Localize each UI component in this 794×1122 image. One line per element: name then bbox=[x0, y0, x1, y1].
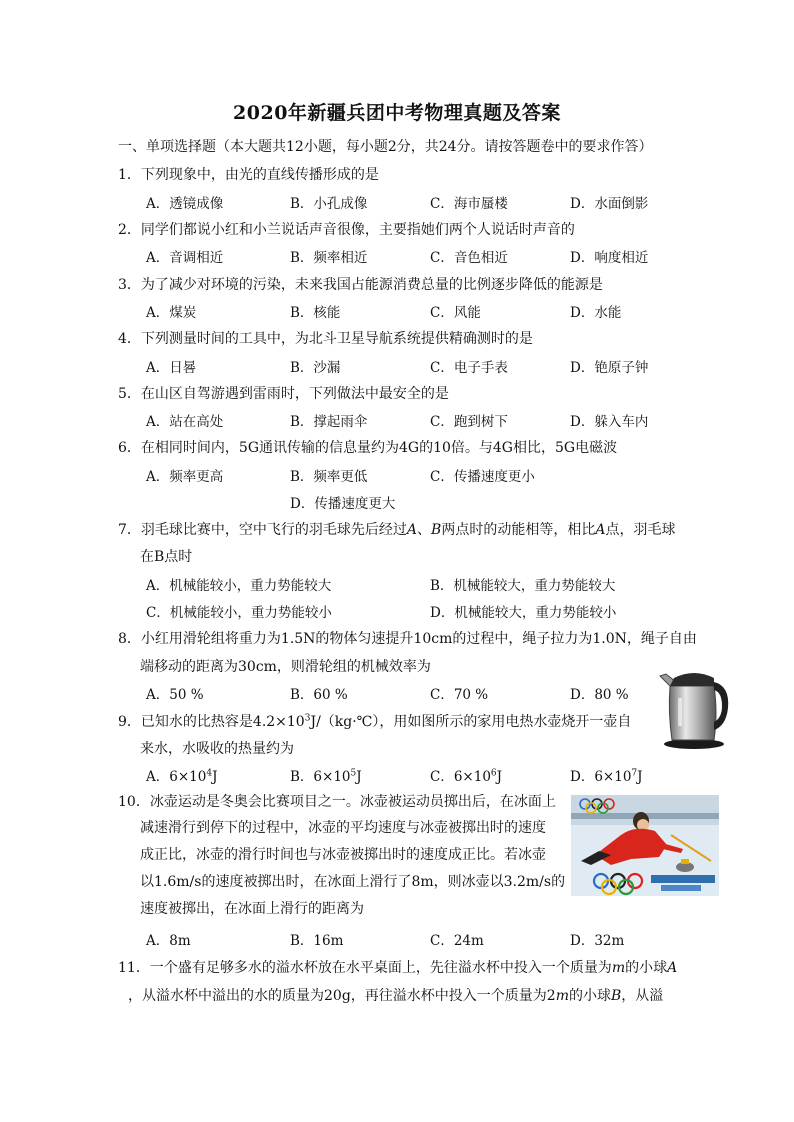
q10-option-a: A．8m bbox=[146, 933, 191, 949]
q5-option-c: C．跑到树下 bbox=[430, 414, 508, 430]
q10-option-c: C．24m bbox=[430, 933, 484, 949]
q5-option-b: B．撑起雨伞 bbox=[290, 414, 368, 430]
question-3-stem: 3．为了减少对环境的污染，未来我国占能源消费总量的比例逐步降低的能源是 bbox=[118, 277, 603, 293]
q4-option-c: C．电子手表 bbox=[430, 360, 508, 376]
question-1-stem: 1．下列现象中，由光的直线传播形成的是 bbox=[118, 167, 379, 183]
question-10-line5: 速度被掷出，在冰面上滑行的距离为 bbox=[140, 901, 364, 917]
question-9-stem-line2: 来水，水吸收的热量约为 bbox=[140, 741, 294, 757]
q6-option-c: C．传播速度更小 bbox=[430, 469, 535, 485]
question-7-stem-line1: 7．羽毛球比赛中，空中飞行的羽毛球先后经过A、B两点时的动能相等，相比A点，羽毛球 bbox=[118, 522, 676, 538]
question-2-stem: 2．同学们都说小红和小兰说话声音很像，主要指她们两个人说话时声音的 bbox=[118, 222, 575, 238]
q8-option-c: C．70 % bbox=[430, 687, 489, 703]
q3-option-d: D．水能 bbox=[570, 305, 622, 321]
question-10-line1: 10．冰壶运动是冬奥会比赛项目之一。冰壶被运动员掷出后，在冰面上 bbox=[118, 794, 556, 810]
q7-option-d: D．机械能较大，重力势能较小 bbox=[430, 605, 617, 621]
q2-option-c: C．音色相近 bbox=[430, 250, 508, 266]
q8-option-a: A．50 % bbox=[146, 687, 204, 703]
question-8-stem-line2: 端移动的距离为30cm，则滑轮组的机械效率为 bbox=[140, 659, 431, 675]
q5-option-a: A．站在高处 bbox=[146, 414, 224, 430]
q1-option-c: C．海市蜃楼 bbox=[430, 196, 508, 212]
question-7-stem-line2: 在B点时 bbox=[140, 549, 193, 565]
q8-option-b: B．60 % bbox=[290, 687, 348, 703]
question-6-stem: 6．在相同时间内，5G通讯传输的信息量约为4G的10倍。与4G相比，5G电磁波 bbox=[118, 440, 618, 456]
q2-option-d: D．响度相近 bbox=[570, 250, 649, 266]
q6-option-b: B．频率更低 bbox=[290, 469, 368, 485]
q3-option-b: B．核能 bbox=[290, 305, 341, 321]
q2-option-b: B．频率相近 bbox=[290, 250, 368, 266]
q9-option-c: C．$6\times 10^6J$ bbox=[430, 768, 503, 785]
q1-option-d: D．水面倒影 bbox=[570, 196, 649, 212]
q10-option-b: B．16m bbox=[290, 933, 344, 949]
question-11-line2: ，从溢水杯中溢出的水的质量为20g，再往溢水杯中投入一个质量为2m的小球B，从溢 bbox=[128, 988, 664, 1004]
q8-option-d: D．80 % bbox=[570, 687, 629, 703]
q7-option-b: B．机械能较大，重力势能较大 bbox=[430, 578, 616, 594]
question-9-stem-line1: 9．已知水的比热容是$4.2\times 10^3J/(kg\cdot℃)$，用如图所示的家用电热水壶烧开一壶自 bbox=[118, 713, 632, 730]
question-5-stem: 5．在山区自驾游遇到雷雨时，下列做法中最安全的是 bbox=[118, 386, 449, 402]
section-heading: 一、单项选择题（本大题共12小题，每小题2分，共24分。请按答题卷中的要求作答） bbox=[118, 139, 653, 155]
q3-option-c: C．风能 bbox=[430, 305, 481, 321]
q6-option-d: D．传播速度更大 bbox=[290, 496, 396, 512]
question-11-line1: 11．一个盛有足够多水的溢水杯放在水平桌面上，先往溢水杯中投入一个质量为m的小球A bbox=[118, 960, 678, 976]
q2-option-a: A．音调相近 bbox=[146, 250, 224, 266]
q4-option-b: B．沙漏 bbox=[290, 360, 341, 376]
q3-option-a: A．煤炭 bbox=[146, 305, 197, 321]
q9-option-d: D．$6\times 10^7J$ bbox=[570, 768, 643, 785]
q1-option-b: B．小孔成像 bbox=[290, 196, 368, 212]
q7-option-c: C．机械能较小，重力势能较小 bbox=[146, 605, 332, 621]
electric-kettle-image bbox=[656, 668, 732, 750]
q9-option-b: B．$6\times 10^5J$ bbox=[290, 768, 362, 785]
question-4-stem: 4．下列测量时间的工具中，为北斗卫星导航系统提供精确测时的是 bbox=[118, 331, 533, 347]
question-10-line4: 以1.6m/s的速度被掷出时，在冰面上滑行了8m，则冰壶以3.2m/s的 bbox=[140, 874, 566, 890]
question-8-stem-line1: 8．小红用滑轮组将重力为1.5N的物体匀速提升10cm的过程中，绳子拉力为1.0N，绳子自由 bbox=[118, 631, 697, 647]
question-10-line3: 成正比，冰壶的滑行时间也与冰壶被掷出时的速度成正比。若冰壶 bbox=[140, 847, 546, 863]
q6-option-a: A．频率更高 bbox=[146, 469, 224, 485]
page-title: 2020年新疆兵团中考物理真题及答案 bbox=[233, 102, 561, 124]
q1-option-a: A．透镜成像 bbox=[146, 196, 224, 212]
q9-option-a: A．$6\times 10^4J$ bbox=[146, 768, 218, 785]
curling-player-image bbox=[571, 795, 719, 896]
question-10-line2: 减速滑行到停下的过程中，冰壶的平均速度与冰壶被掷出时的速度 bbox=[140, 820, 546, 836]
q10-option-d: D．32m bbox=[570, 933, 625, 949]
q4-option-a: A．日晷 bbox=[146, 360, 197, 376]
q7-option-a: A．机械能较小，重力势能较大 bbox=[146, 578, 332, 594]
q5-option-d: D．躲入车内 bbox=[570, 414, 649, 430]
q4-option-d: D．铯原子钟 bbox=[570, 360, 649, 376]
